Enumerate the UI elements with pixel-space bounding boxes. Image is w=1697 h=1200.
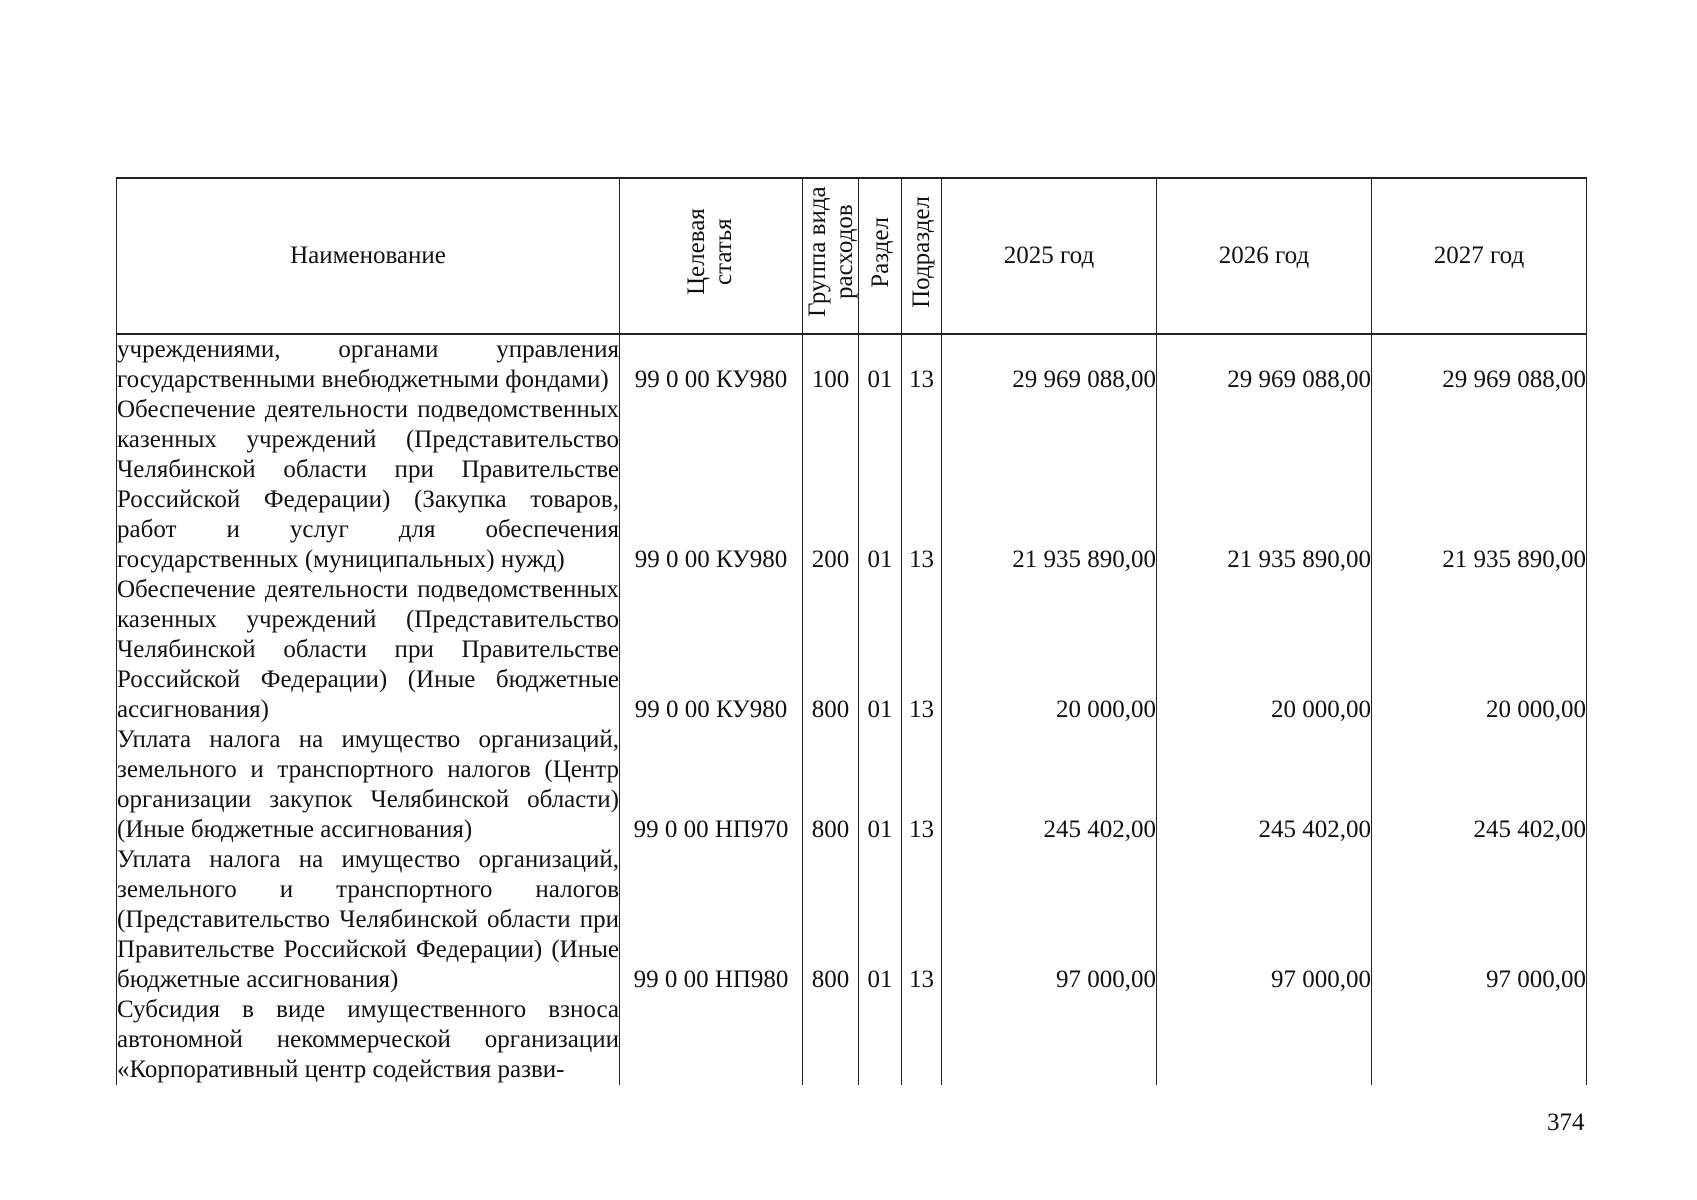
row-target-article: 99 0 00 КУ980 [620,334,803,395]
row-expense-group: 800 [803,725,859,845]
row-amount-2027: 20 000,00 [1372,575,1587,725]
header-target-article-label: Целевая статья [683,208,737,296]
row-section: 01 [859,395,902,575]
table-header-row [117,178,1587,334]
header-expense-group-label: Группа вида расходов [803,186,858,318]
header-year-2027: 2027 год [1372,178,1587,334]
row-subsection [902,995,942,1085]
row-expense-group: 800 [803,575,859,725]
row-target-article [620,995,803,1085]
row-name: Уплата налога на имущество организаций, земельного и транспортного налогов (Центр организации закупок Челябинской области) (Иные бюджетные ассигнования) [117,726,619,843]
table-row [117,395,1587,575]
row-amount-2026: 245 402,00 [1157,725,1372,845]
row-amount-2027: 97 000,00 [1372,845,1587,995]
row-subsection: 13 [902,845,942,995]
row-target-article: 99 0 00 КУ980 [620,395,803,575]
row-amount-2025: 245 402,00 [942,725,1157,845]
row-amount-2027: 29 969 088,00 [1372,334,1587,395]
row-amount-2025: 21 935 890,00 [942,395,1157,575]
row-amount-2025: 20 000,00 [942,575,1157,725]
header-section [859,178,902,334]
row-amount-2026: 20 000,00 [1157,575,1372,725]
row-amount-2026: 97 000,00 [1157,845,1372,995]
row-subsection: 13 [902,334,942,395]
row-amount-2027: 21 935 890,00 [1372,395,1587,575]
row-amount-2026: 21 935 890,00 [1157,395,1372,575]
header-year-2025: 2025 год [942,178,1157,334]
row-target-article: 99 0 00 КУ980 [620,575,803,725]
row-section: 01 [859,575,902,725]
row-amount-2025: 29 969 088,00 [942,334,1157,395]
header-name: Наименование [117,178,620,334]
row-expense-group: 200 [803,395,859,575]
row-expense-group: 100 [803,334,859,395]
table-row [117,995,1587,1085]
row-section: 01 [859,845,902,995]
row-subsection: 13 [902,725,942,845]
row-expense-group: 800 [803,845,859,995]
row-amount-2027: 245 402,00 [1372,725,1587,845]
budget-table [116,177,1587,1085]
row-amount-2025: 97 000,00 [942,845,1157,995]
header-subsection [902,178,942,334]
row-name: учреждениями, органами управления государственными внебюджетными фондами) [117,336,619,393]
row-amount-2026 [1157,995,1372,1085]
row-amount-2026: 29 969 088,00 [1157,334,1372,395]
row-amount-2025 [942,995,1157,1085]
row-name: Обеспечение деятельности подведомственных казенных учреждений (Представительство Челябинской области при Правительстве Российской Федерации) (Закупка товаров, работ и услуг для обеспечения государственных (муниципальных) нужд) [117,396,619,573]
table-row [117,575,1587,725]
header-subsection-label: Подраздел [908,196,935,308]
header-section-label: Раздел [866,216,894,288]
row-section: 01 [859,725,902,845]
row-target-article: 99 0 00 НП980 [620,845,803,995]
row-target-article: 99 0 00 НП970 [620,725,803,845]
row-subsection: 13 [902,575,942,725]
row-name: Уплата налога на имущество организаций, земельного и транспортного налогов (Представительство Челябинской области при Правительстве Российской Федерации) (Иные бюджетные ассигнования) [117,846,619,993]
row-name: Субсидия в виде имущественного взноса автономной некоммерческой организации «Корпоративный центр содействия разви- [117,996,619,1083]
row-name: Обеспечение деятельности подведомственных казенных учреждений (Представительство Челябинской области при Правительстве Российской Федерации) (Иные бюджетные ассигнования) [117,576,619,723]
row-amount-2027 [1372,995,1587,1085]
header-expense-group [803,178,859,334]
table-row [117,725,1587,845]
table-row [117,334,1587,395]
row-subsection: 13 [902,395,942,575]
row-section [859,995,902,1085]
header-year-2026: 2026 год [1157,178,1372,334]
page-number: 374 [1547,1109,1585,1136]
table-row [117,845,1587,995]
row-section: 01 [859,334,902,395]
header-target-article [620,178,803,334]
row-expense-group [803,995,859,1085]
